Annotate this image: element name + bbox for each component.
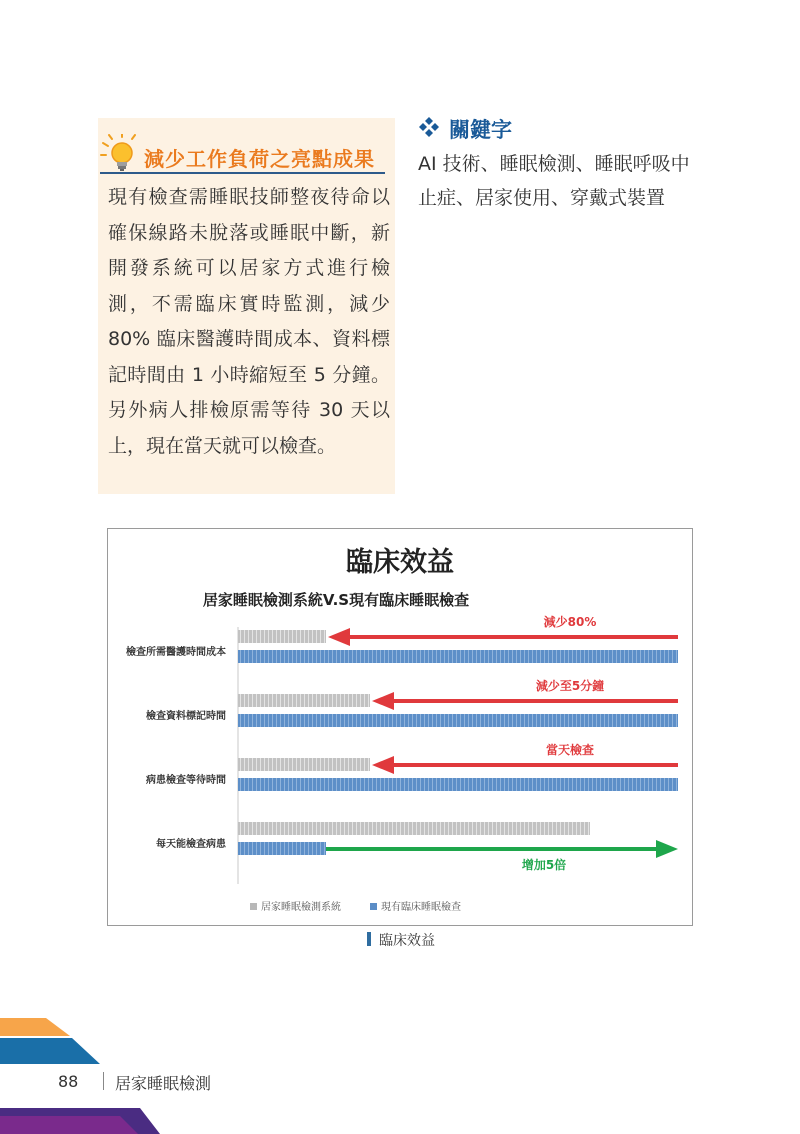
highlight-underline [100,172,385,174]
legend-swatch [250,903,257,910]
bar-home-system [238,694,370,707]
bar-clinical-exam [238,778,678,791]
annotation-label: 當天檢查 [545,743,595,757]
highlight-header [100,134,385,174]
bar-home-system [238,758,370,771]
footer-title: 居家睡眠檢測 [115,1074,212,1093]
highlight-title: 減少工作負荷之亮點成果 [144,147,375,171]
keywords-title: 關鍵字 [449,118,512,142]
chart-svg [108,529,692,925]
highlight-body: 現有檢查需睡眠技師整夜待命以確保線路未脫落或睡眠中斷，新開發系統可以居家方式進行檢測，不需臨床實時監測，減少 80% 臨床醫護時間成本、資料標記時間由 1 小時縮短至 5 分鐘。另外病人排檢原需等待 30 天以上，現在當天就可以檢查。 [108,186,390,457]
bar-clinical-exam [238,842,326,855]
chart-title: 臨床效益 [346,547,454,578]
clinical-benefit-chart [107,528,693,926]
annotation-arrow-head [372,756,394,774]
category-label: 每天能檢查病患 [156,839,226,850]
caption-text: 臨床效益 [379,933,435,949]
legend-label: 現有臨床睡眠檢查 [381,902,461,913]
legend-label: 居家睡眠檢測系統 [261,902,341,913]
category-label: 檢查資料標記時間 [146,711,226,722]
category-label: 檢查所需醫護時間成本 [126,647,226,658]
bar-home-system [238,822,590,835]
annotation-label: 增加5倍 [521,858,567,872]
lightbulb-icon [100,134,142,174]
category-label: 病患檢查等待時間 [146,775,226,786]
bar-clinical-exam [238,714,678,727]
page-number: 88 [58,1072,79,1091]
bar-clinical-exam [238,650,678,663]
legend-swatch [370,903,377,910]
bar-home-system [238,630,326,643]
annotation-arrow-head [328,628,350,646]
annotation-arrow-head [656,840,678,858]
diamond-cluster-icon [418,116,440,138]
annotation-label: 減少至5分鐘 [535,679,605,693]
annotation-arrow-head [372,692,394,710]
footer-separator [103,1072,104,1090]
keywords-body: AI 技術、睡眠檢測、睡眠呼吸中止症、居家使用、穿戴式裝置 [418,153,690,209]
chart-subtitle: 居家睡眠檢測系統V.S現有臨床睡眠檢查 [202,591,470,609]
annotation-label: 減少80% [543,615,597,629]
caption-marker [367,932,371,946]
